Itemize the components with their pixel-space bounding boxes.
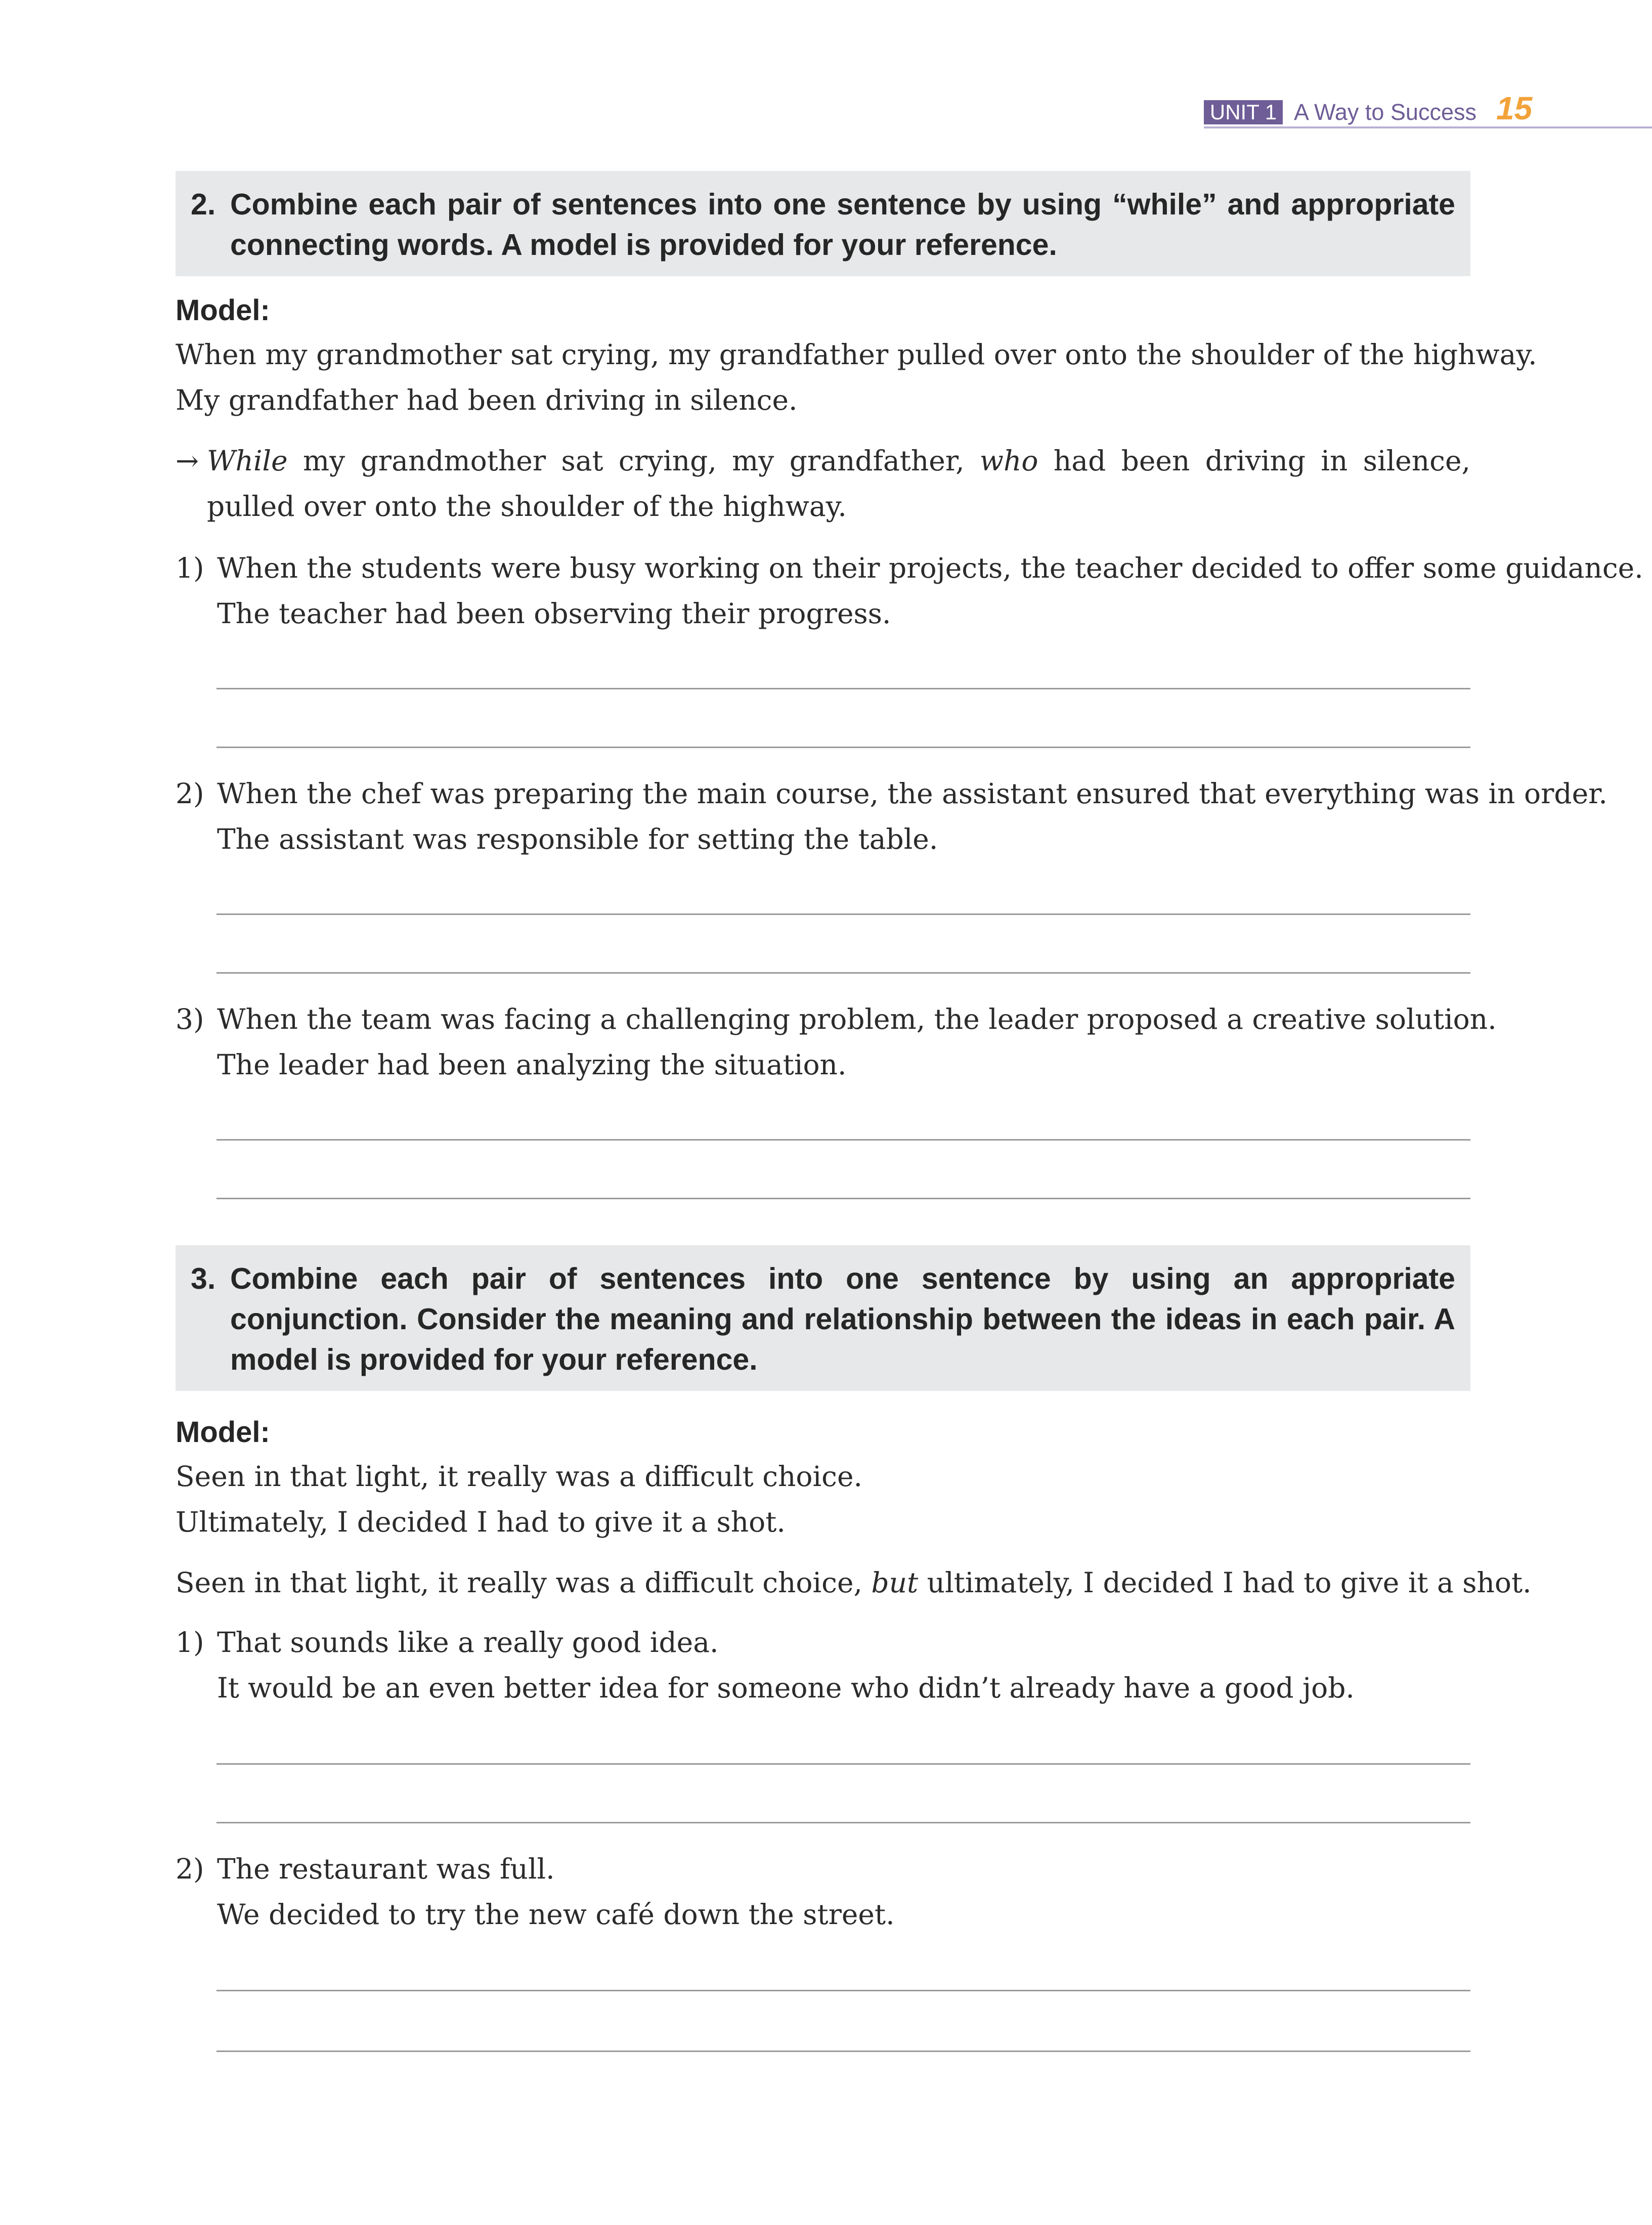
exercise-3-model-answer <box>176 1560 1532 1605</box>
model-answer-text-a: my grandmother sat crying, my grandfather, <box>287 445 980 477</box>
model-answer-italic-but: but <box>871 1566 919 1599</box>
exercise-3-instruction-box <box>176 1245 1470 1391</box>
answer-line[interactable] <box>216 688 1470 689</box>
exercise-2-model-sentence-2: My grandfather had been driving in silence. <box>176 384 798 416</box>
item-sentence-2: We decided to try the new café down the street. <box>217 1898 895 1931</box>
answer-line[interactable] <box>216 1990 1470 1991</box>
model-answer-italic-while: While <box>207 445 288 477</box>
item-sentence-1: The restaurant was full. <box>217 1853 555 1885</box>
item-number: 1) <box>176 1626 204 1659</box>
answer-line[interactable] <box>216 1763 1470 1765</box>
exercise-2-item-1 <box>176 545 1643 636</box>
exercise-3-number: 3. <box>191 1262 216 1295</box>
exercise-3-model-sentence-2: Ultimately, I decided I had to give it a shot. <box>176 1506 786 1538</box>
item-sentence-1: When the team was facing a challenging problem, the leader proposed a creative solution. <box>217 1003 1497 1035</box>
exercise-2-model-answer-text <box>207 438 1470 529</box>
exercise-2-instruction-box <box>176 171 1470 276</box>
item-number: 1) <box>176 552 204 584</box>
exercise-2-model-answer <box>176 438 1470 529</box>
answer-line[interactable] <box>216 1198 1470 1199</box>
item-sentence-2: It would be an even better idea for someone who didn’t already have a good job. <box>217 1672 1355 1704</box>
arrow-right-icon: → <box>176 445 199 477</box>
exercise-2-model-label: Model: <box>176 294 270 327</box>
model-answer-text-b: had been driving in silence, pulled over onto the shoulder of the highway. <box>207 445 1470 522</box>
page-number: 15 <box>1496 90 1533 126</box>
model-answer-text-a: Seen in that light, it really was a difficult choice, <box>176 1566 872 1599</box>
exercise-3-item-1 <box>176 1620 1470 1711</box>
header-rule <box>1204 126 1652 128</box>
exercise-3-instruction: Combine each pair of sentences into one sentence by using an appropriate conjunction. Consider the meaning and relationship between the ideas in each pair. A model is provided for your reference. <box>230 1262 1455 1376</box>
unit-title: A Way to Success <box>1294 99 1476 125</box>
item-number: 3) <box>176 1003 204 1035</box>
answer-line[interactable] <box>216 2051 1470 2052</box>
unit-badge: UNIT 1 <box>1204 100 1283 124</box>
item-number: 2) <box>176 1853 204 1885</box>
item-sentence-2: The assistant was responsible for setting the table. <box>217 823 938 855</box>
answer-line[interactable] <box>216 1822 1470 1823</box>
exercise-3-item-2 <box>176 1846 1470 1937</box>
running-head <box>1204 90 1652 130</box>
exercise-2-item-2 <box>176 771 1607 862</box>
model-answer-text-b: ultimately, I decided I had to give it a shot. <box>918 1566 1532 1599</box>
exercise-2-number: 2. <box>191 188 216 221</box>
exercise-3-model <box>176 1411 1470 1545</box>
exercise-2-item-3 <box>176 996 1497 1087</box>
item-sentence-1: That sounds like a really good idea. <box>217 1626 719 1659</box>
exercise-3-model-sentence-1: Seen in that light, it really was a difficult choice. <box>176 1460 862 1493</box>
answer-line[interactable] <box>216 1139 1470 1141</box>
item-sentence-2: The teacher had been observing their progress. <box>217 597 891 630</box>
answer-line[interactable] <box>216 972 1470 974</box>
answer-line[interactable] <box>216 747 1470 748</box>
exercise-3-model-label: Model: <box>176 1416 270 1449</box>
model-answer-italic-who: who <box>979 445 1038 477</box>
exercise-2-model <box>176 289 1537 423</box>
answer-line[interactable] <box>216 913 1470 915</box>
item-sentence-1: When the chef was preparing the main course, the assistant ensured that everything was in order. <box>217 777 1607 810</box>
item-sentence-2: The leader had been analyzing the situation. <box>217 1049 847 1081</box>
item-number: 2) <box>176 777 204 810</box>
exercise-3-model-answer-text <box>176 1560 1532 1605</box>
exercise-2-model-sentence-1: When my grandmother sat crying, my grandfather pulled over onto the shoulder of the highway. <box>176 338 1537 371</box>
exercise-2-instruction: Combine each pair of sentences into one sentence by using “while” and appropriate connecting words. A model is provided for your reference. <box>230 188 1455 261</box>
item-sentence-1: When the students were busy working on their projects, the teacher decided to offer some guidance. <box>217 552 1643 584</box>
